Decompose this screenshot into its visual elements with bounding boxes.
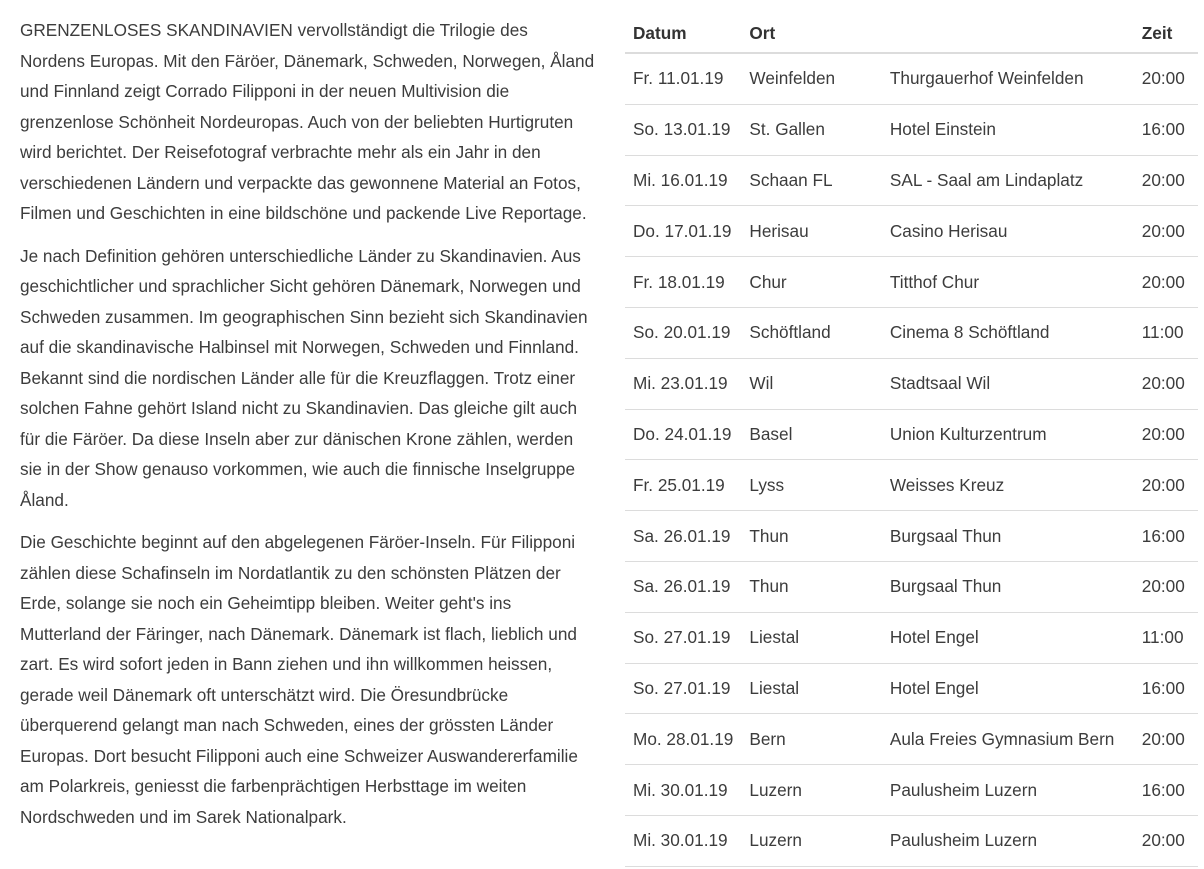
event-place: Liestal xyxy=(741,612,881,663)
event-table xyxy=(625,14,1198,867)
event-time: 20:00 xyxy=(1134,460,1198,511)
event-place: Lyss xyxy=(741,460,881,511)
event-date: Fr. 25.01.19 xyxy=(625,460,741,511)
event-date: Mi. 16.01.19 xyxy=(625,155,741,206)
event-date: So. 20.01.19 xyxy=(625,307,741,358)
table-header-row xyxy=(625,14,1198,53)
event-place: Liestal xyxy=(741,663,881,714)
event-time: 16:00 xyxy=(1134,663,1198,714)
table-row xyxy=(625,257,1198,308)
event-place: Weinfelden xyxy=(741,53,881,104)
table-row xyxy=(625,307,1198,358)
table-row xyxy=(625,815,1198,866)
event-schedule xyxy=(625,14,1198,867)
event-time: 20:00 xyxy=(1134,155,1198,206)
event-time: 20:00 xyxy=(1134,53,1198,104)
event-venue: Hotel Engel xyxy=(882,612,1134,663)
table-row xyxy=(625,53,1198,104)
event-date: Sa. 26.01.19 xyxy=(625,511,741,562)
event-place: Basel xyxy=(741,409,881,460)
event-date: Do. 17.01.19 xyxy=(625,206,741,257)
event-place: Schöftland xyxy=(741,307,881,358)
event-place: Chur xyxy=(741,257,881,308)
table-row xyxy=(625,511,1198,562)
event-place: Thun xyxy=(741,561,881,612)
event-time: 20:00 xyxy=(1134,409,1198,460)
event-venue: Titthof Chur xyxy=(882,257,1134,308)
event-rows xyxy=(625,53,1198,866)
event-time: 11:00 xyxy=(1134,307,1198,358)
event-venue: Paulusheim Luzern xyxy=(882,765,1134,816)
event-venue: Paulusheim Luzern xyxy=(882,815,1134,866)
event-time: 20:00 xyxy=(1134,358,1198,409)
event-date: Mi. 23.01.19 xyxy=(625,358,741,409)
event-time: 20:00 xyxy=(1134,206,1198,257)
header-place: Ort xyxy=(741,14,881,53)
event-date: Fr. 11.01.19 xyxy=(625,53,741,104)
event-venue: Cinema 8 Schöftland xyxy=(882,307,1134,358)
table-row xyxy=(625,155,1198,206)
event-time: 16:00 xyxy=(1134,765,1198,816)
event-venue: Thurgauerhof Weinfelden xyxy=(882,53,1134,104)
event-date: Sa. 26.01.19 xyxy=(625,561,741,612)
event-time: 11:00 xyxy=(1134,612,1198,663)
event-time: 20:00 xyxy=(1134,714,1198,765)
event-time: 20:00 xyxy=(1134,257,1198,308)
table-row xyxy=(625,612,1198,663)
event-venue: Casino Herisau xyxy=(882,206,1134,257)
table-row xyxy=(625,358,1198,409)
table-row xyxy=(625,561,1198,612)
table-row xyxy=(625,409,1198,460)
table-row xyxy=(625,663,1198,714)
event-date: Mi. 30.01.19 xyxy=(625,765,741,816)
event-venue: Burgsaal Thun xyxy=(882,561,1134,612)
event-date: Mi. 30.01.19 xyxy=(625,815,741,866)
event-place: Thun xyxy=(741,511,881,562)
event-time: 20:00 xyxy=(1134,561,1198,612)
event-date: Fr. 18.01.19 xyxy=(625,257,741,308)
event-venue: Stadtsaal Wil xyxy=(882,358,1134,409)
event-venue: Hotel Engel xyxy=(882,663,1134,714)
header-time: Zeit xyxy=(1134,14,1198,53)
event-place: Luzern xyxy=(741,815,881,866)
event-venue: Hotel Einstein xyxy=(882,104,1134,155)
header-venue xyxy=(882,14,1134,53)
event-date: Do. 24.01.19 xyxy=(625,409,741,460)
event-place: St. Gallen xyxy=(741,104,881,155)
event-place: Wil xyxy=(741,358,881,409)
table-row xyxy=(625,714,1198,765)
event-venue: Burgsaal Thun xyxy=(882,511,1134,562)
article-paragraph-1: GRENZENLOSES SKANDINAVIEN vervollständigt die Trilogie des Nordens Europas. Mit den Färöer, Dänemark, Schweden, Norwegen, Åland und Finnland zeigt Corrado Filipponi in der neuen Multivision die grenzenlose Schönheit Nordeuropas. Auch von der beliebten Hurtigruten wird berichtet. Der Reisefotograf verbrachte mehr als ein Jahr in den verschiedenen Ländern und verpackte das gewonnene Material an Fotos, Filmen und Geschichten in eine bildschöne und packende Live Reportage. xyxy=(20,20,595,223)
article-text xyxy=(20,15,595,844)
table-row xyxy=(625,104,1198,155)
event-date: So. 27.01.19 xyxy=(625,663,741,714)
event-place: Bern xyxy=(741,714,881,765)
article-paragraph-3: Die Geschichte beginnt auf den abgelegenen Färöer-Inseln. Für Filipponi zählen diese Schafinseln im Nordatlantik zu den schönsten Plätzen der Erde, solange sie noch ein Geheimtipp bleiben. Weiter geht's ins Mutterland der Färinger, nach Dänemark. Dänemark ist flach, lieblich und zart. Es wird sofort jeden in Bann ziehen und ihn willkommen heissen, gerade weil Dänemark oft unterschätzt wird. Die Öresundbrücke überquerend gelangt man nach Schweden, eines der grössten Länder Europas. Dort besucht Filipponi auch eine Schweizer Auswandererfamilie am Polarkreis, geniesst die farbenprächtigen Herbsttage im weiten Nordschweden und im Sarek Nationalpark. xyxy=(20,532,578,827)
event-time: 16:00 xyxy=(1134,511,1198,562)
event-venue: Weisses Kreuz xyxy=(882,460,1134,511)
table-row xyxy=(625,460,1198,511)
event-time: 20:00 xyxy=(1134,815,1198,866)
event-venue: Union Kulturzentrum xyxy=(882,409,1134,460)
event-place: Herisau xyxy=(741,206,881,257)
event-date: Mo. 28.01.19 xyxy=(625,714,741,765)
event-time: 16:00 xyxy=(1134,104,1198,155)
event-place: Luzern xyxy=(741,765,881,816)
event-place: Schaan FL xyxy=(741,155,881,206)
table-row xyxy=(625,206,1198,257)
header-date: Datum xyxy=(625,14,741,53)
article-paragraph-2: Je nach Definition gehören unterschiedliche Länder zu Skandinavien. Aus geschichtlicher und sprachlicher Sicht gehören Dänemark, Norwegen und Schweden zusammen. Im geographischen Sinn bezieht sich Skandinavien auf die skandinavische Halbinsel mit Norwegen, Schweden und Finnland. Bekannt sind die nordischen Länder alle für die Kreuzflaggen. Trotz einer solchen Fahne gehört Island nicht zu Skandinavien. Das gleiche gilt auch für die Färöer. Da diese Inseln aber zur dänischen Krone zählen, werden sie in der Show genauso vorkommen, wie auch die finnische Inselgruppe Åland. xyxy=(20,245,588,510)
event-date: So. 27.01.19 xyxy=(625,612,741,663)
event-venue: Aula Freies Gymnasium Bern xyxy=(882,714,1134,765)
table-row xyxy=(625,765,1198,816)
event-date: So. 13.01.19 xyxy=(625,104,741,155)
event-venue: SAL - Saal am Lindaplatz xyxy=(882,155,1134,206)
